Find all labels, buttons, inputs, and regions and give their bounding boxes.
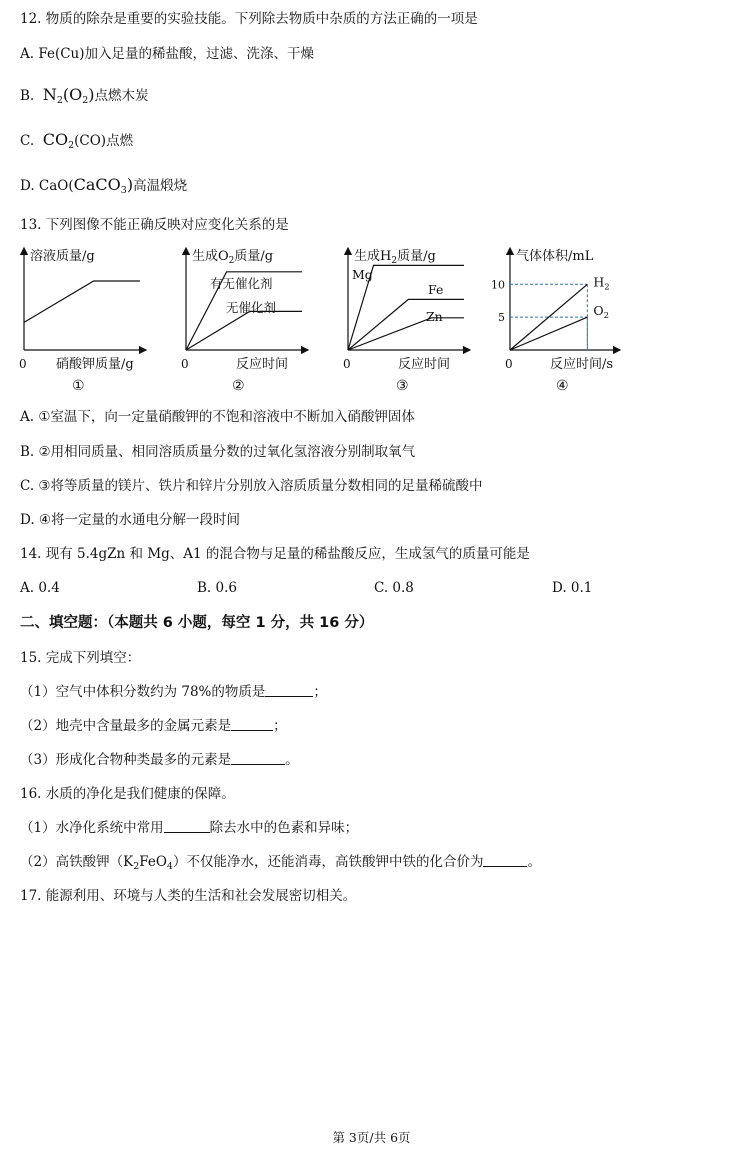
chart-3-ylabel-pre: 生成H (354, 249, 392, 264)
q12-b-imp: O (69, 85, 83, 104)
chart-4-ytick-10: 10 (491, 278, 505, 292)
q13-option-c: C. ③将等质量的镁片、铁片和锌片分别放入溶质质量分数相同的足量稀硫酸中 (20, 478, 483, 494)
chart-4-series (491, 274, 610, 350)
chart-4 (491, 244, 640, 396)
q15-p2-end: ； (273, 718, 287, 734)
q12-b-main: N (42, 85, 57, 104)
chart-2-ylabel-pre: 生成O (192, 249, 229, 264)
q15-part-3 (20, 751, 299, 769)
chart-2-origin: 0 (181, 357, 189, 371)
chart-2-ylabel (192, 248, 273, 266)
chart-4-label-2: $O_2$ (593, 303, 610, 322)
q15-stem: 15. 完成下列填空： (20, 650, 141, 666)
q16-part-1 (20, 819, 358, 837)
chart-1-series-1 (24, 281, 140, 322)
q12-d-imp-close: ) (126, 175, 134, 194)
q12-d-method: 高温煅烧 (133, 178, 188, 194)
q15-p2-text: （2）地壳中含量最多的金属元素是 (20, 718, 232, 734)
q15-p1-text: （1）空气中体积分数约为 78%的物质是 (20, 684, 266, 700)
chart-4-xlabel: 反应时间/s (550, 357, 614, 372)
chart-3-origin: 0 (343, 357, 351, 371)
q12-b-method: 点燃木炭 (94, 88, 149, 104)
q12-d-imp: CaCO (73, 175, 121, 194)
q16-p2-text: （2）高铁酸钾（K (20, 854, 134, 870)
q14-option-b: B. 0.6 (197, 580, 237, 596)
q12-option-d (20, 176, 187, 200)
q12-c-main: CO (42, 130, 69, 149)
q13-option-d: D. ④将一定量的水通电分解一段时间 (20, 512, 241, 528)
q12-c-method: 点燃 (106, 133, 134, 149)
chart-1 (14, 244, 154, 396)
chart-2 (176, 244, 316, 396)
chart-3-label-2: Fe (428, 282, 444, 297)
q15-p2-blank[interactable] (231, 718, 273, 731)
chart-3-ylabel-post: 质量/g (397, 249, 436, 264)
q15-part-1 (20, 683, 327, 701)
page-footer: 第 3页/共 6页 (332, 1130, 411, 1145)
chart-2-number: ② (232, 378, 245, 394)
q16-p2-text-2: ）不仅能净水，还能消毒，高铁酸钾中铁的化合价为 (172, 854, 484, 870)
q16-p2-sub-4: 4 (166, 861, 173, 872)
q13-option-a: A. ①室温下，向一定量硝酸钾的不饱和溶液中不断加入硝酸钾固体 (20, 409, 415, 425)
chart-4-number: ④ (556, 378, 569, 394)
q16-stem: 16. 水质的净化是我们健康的保障。 (20, 786, 235, 802)
chart-3-ylabel (354, 248, 436, 266)
q16-p2-sub-2: 2 (133, 861, 140, 872)
chart-3-series-2 (348, 299, 464, 350)
q12-c-main-sub: 2 (68, 140, 75, 151)
q12-b-imp-close: ) (88, 85, 95, 104)
chart-3-label-1: Mg (352, 267, 373, 282)
q12-b-imp-open: ( (62, 85, 70, 104)
chart-3-series (348, 265, 464, 350)
chart-3-xlabel: 反应时间 (398, 357, 451, 372)
q12-c-label: C. (20, 133, 35, 149)
chart-3-series-3 (348, 318, 464, 350)
q12-d-imp-sub: 3 (120, 185, 127, 196)
q12-option-a: A. Fe(Cu)加入足量的稀盐酸，过滤、洗涤、干燥 (20, 46, 315, 62)
chart-2-label-1: 有无催化剂 (210, 276, 273, 291)
chart-4-ylabel: 气体体积/mL (516, 249, 594, 264)
q12-d-label: D. CaO( (20, 178, 74, 194)
section-2-title: 二、填空题：（本题共 6 小题，每空 1 分，共 16 分） (20, 615, 374, 631)
chart-3-number: ③ (396, 378, 409, 394)
q12-b-main-sub: 2 (56, 95, 63, 106)
q13-stem: 13. 下列图像不能正确反映对应变化关系的是 (20, 217, 289, 233)
chart-2-label-2: 无催化剂 (226, 300, 277, 315)
chart-2-series (186, 272, 302, 350)
chart-1-number: ① (72, 378, 85, 394)
chart-3 (338, 244, 478, 396)
q16-part-2 (20, 853, 541, 876)
q17-stem: 17. 能源利用、环境与人类的生活和社会发展密切相关。 (20, 888, 357, 904)
q15-p3-text: （3）形成化合物种类最多的元素是 (20, 752, 232, 768)
chart-4-origin: 0 (505, 357, 513, 371)
q14-stem: 14. 现有 5.4gZn 和 Mg、A1 的混合物与足量的稀盐酸反应，生成氢气的质量可能是 (20, 546, 530, 562)
chart-1-series (24, 281, 140, 322)
chart-2-xlabel: 反应时间 (236, 357, 289, 372)
q15-part-2 (20, 717, 287, 735)
q12-b-label: B. (20, 88, 35, 104)
q15-p1-end: ； (313, 684, 327, 700)
q12-option-c (20, 131, 133, 155)
q12-c-imp: (CO) (74, 133, 107, 149)
chart-1-origin: 0 (19, 357, 27, 371)
chart-4-ytick-5: 5 (498, 311, 505, 325)
q16-p2-feo: FeO (139, 854, 167, 870)
q15-p1-blank[interactable] (265, 684, 313, 697)
chart-1-ylabel: 溶液质量/g (30, 249, 95, 264)
chart-1-xlabel: 硝酸钾质量/g (56, 357, 134, 372)
chart-3-ylabel-sub: 2 (391, 256, 398, 266)
q15-p3-blank[interactable] (231, 752, 285, 765)
q12-b-imp-sub: 2 (82, 95, 89, 106)
q16-p2-end: 。 (527, 854, 541, 870)
q16-p1-end: 除去水中的色素和异味； (209, 820, 359, 836)
q15-p3-end: 。 (285, 752, 299, 768)
q13-option-b: B. ②用相同质量、相同溶质质量分数的过氧化氢溶液分别制取氧气 (20, 444, 416, 460)
chart-4-label-1: $H_2$ (593, 274, 610, 293)
q16-p1-blank[interactable] (164, 820, 210, 833)
q14-option-a: A. 0.4 (20, 580, 60, 596)
q12-option-b (20, 86, 149, 110)
q14-option-c: C. 0.8 (374, 580, 414, 596)
q14-option-d: D. 0.1 (552, 580, 593, 596)
q16-p1-text: （1）水净化系统中常用 (20, 820, 164, 836)
q16-p2-blank[interactable] (483, 854, 527, 867)
q12-stem: 12. 物质的除杂是重要的实验技能。下列除去物质中杂质的方法正确的一项是 (20, 11, 478, 27)
chart-2-ylabel-sub: 2 (228, 256, 235, 266)
chart-2-ylabel-post: 质量/g (234, 249, 274, 264)
chart-3-label-3: Zn (426, 309, 443, 324)
chart-4-series-2 (510, 317, 587, 350)
